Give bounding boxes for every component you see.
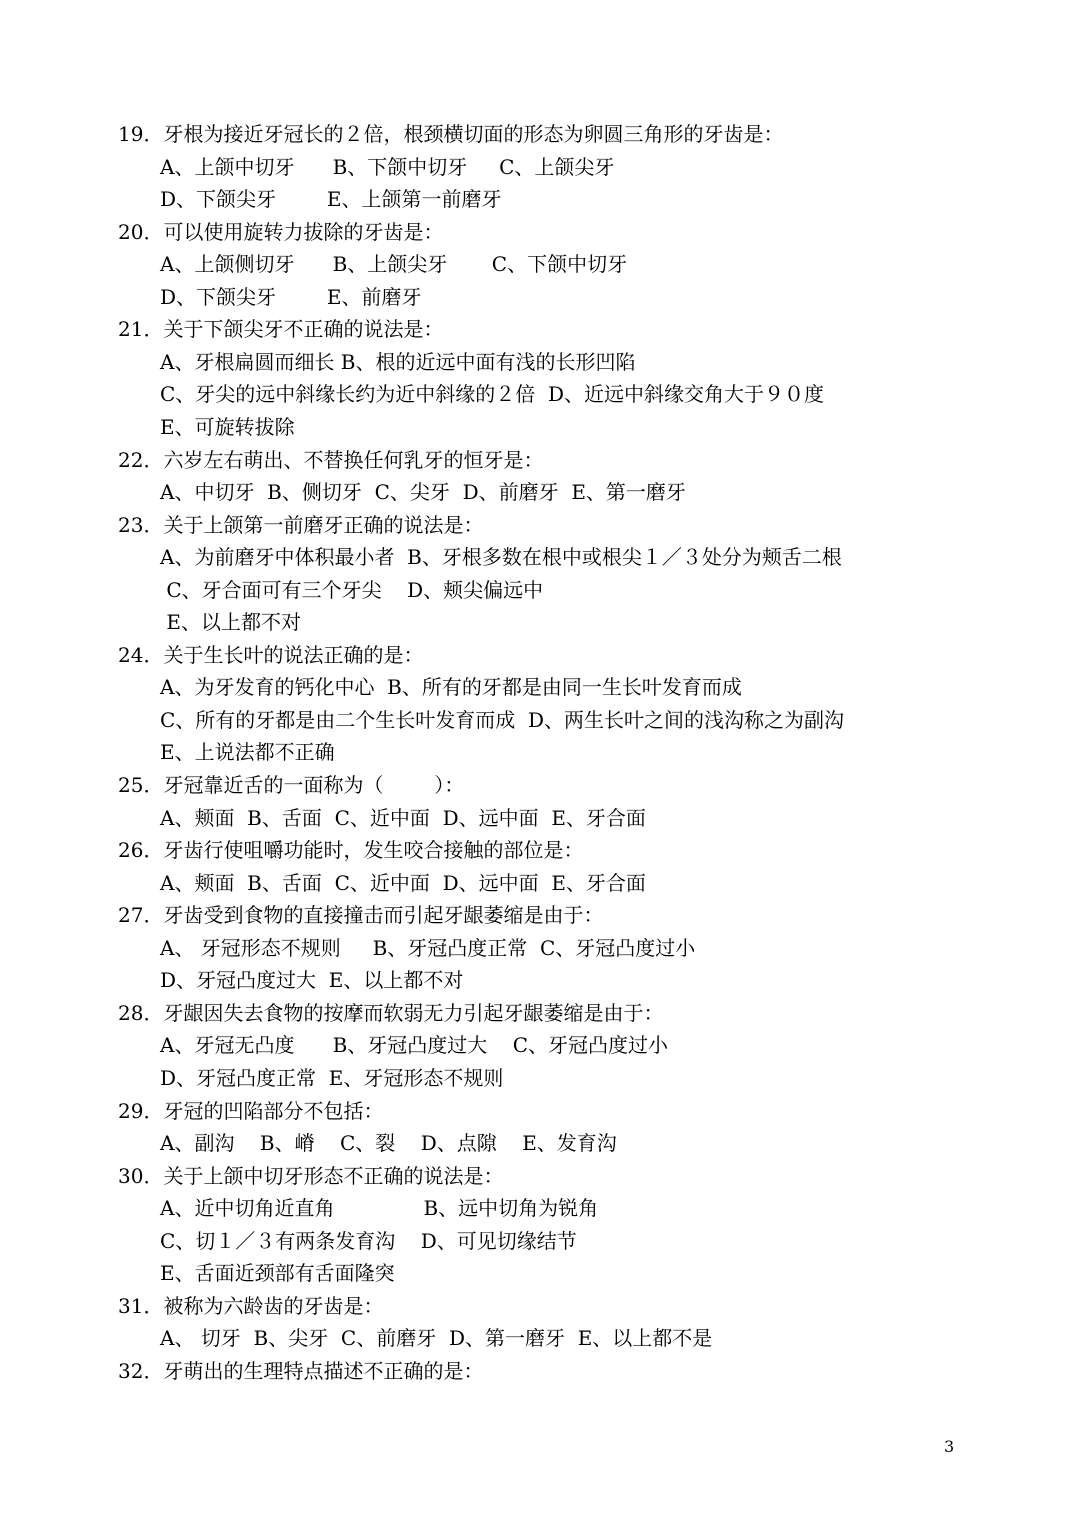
answer-options: C、牙尖的远中斜缘长约为近中斜缘的２倍 D、近远中斜缘交角大于９０度 bbox=[160, 382, 825, 407]
question-stem: 24．关于生长叶的说法正确的是： bbox=[118, 642, 424, 667]
question-stem: 26．牙齿行使咀嚼功能时，发生咬合接触的部位是： bbox=[118, 838, 584, 863]
answer-options: A、上颌中切牙 B、下颌中切牙 C、上颌尖牙 bbox=[160, 154, 615, 179]
answer-options: D、下颌尖牙 E、上颌第一前磨牙 bbox=[160, 187, 502, 212]
answer-options: C、所有的牙都是由二个生长叶发育而成 D、两生长叶之间的浅沟称之为副沟 bbox=[160, 707, 845, 732]
answer-options: A、 切牙 B、尖牙 C、前磨牙 D、第一磨牙 E、以上都不是 bbox=[160, 1326, 713, 1351]
answer-options: A、副沟 B、嵴 C、裂 D、点隙 E、发育沟 bbox=[160, 1131, 617, 1155]
question-stem: 29．牙冠的凹陷部分不包括： bbox=[118, 1098, 384, 1123]
question-stem: 32．牙萌出的生理特点描述不正确的是： bbox=[118, 1358, 484, 1383]
answer-options: A、颊面 B、舌面 C、近中面 D、远中面 E、牙合面 bbox=[160, 870, 646, 895]
answer-options: E、舌面近颈部有舌面隆突 bbox=[160, 1261, 395, 1286]
answer-options: D、牙冠凸度正常 E、牙冠形态不规则 bbox=[160, 1065, 504, 1090]
answer-options: A、近中切角近直角 B、远中切角为锐角 bbox=[160, 1196, 599, 1221]
question-stem: 19．牙根为接近牙冠长的２倍，根颈横切面的形态为卵圆三角形的牙齿是： bbox=[118, 122, 784, 146]
answer-options: A、牙冠无凸度 B、牙冠凸度过大 C、牙冠凸度过小 bbox=[160, 1033, 669, 1058]
answer-options: A、上颌侧切牙 B、上颌尖牙 C、下颌中切牙 bbox=[160, 252, 628, 277]
answer-options: A、颊面 B、舌面 C、近中面 D、远中面 E、牙合面 bbox=[160, 805, 646, 830]
page-number: 3 bbox=[944, 1437, 955, 1456]
answer-options: C、牙合面可有三个牙尖 D、颊尖偏远中 bbox=[160, 577, 544, 602]
answer-options: D、下颌尖牙 E、前磨牙 bbox=[160, 284, 422, 309]
answer-options: A、为前磨牙中体积最小者 B、牙根多数在根中或根尖１／３处分为颊舌二根 bbox=[160, 545, 842, 570]
answer-options: E、可旋转拔除 bbox=[160, 414, 295, 439]
question-stem: 30．关于上颌中切牙形态不正确的说法是： bbox=[118, 1163, 504, 1188]
question-stem: 20．可以使用旋转力拔除的牙齿是： bbox=[118, 219, 444, 244]
answer-options: E、以上都不对 bbox=[160, 610, 301, 635]
question-stem: 22．六岁左右萌出、不替换任何乳牙的恒牙是： bbox=[118, 447, 544, 472]
answer-options: A、 牙冠形态不规则 B、牙冠凸度正常 C、牙冠凸度过小 bbox=[160, 935, 696, 960]
question-stem: 31．被称为六龄齿的牙齿是： bbox=[118, 1293, 384, 1318]
answer-options: D、牙冠凸度过大 E、以上都不对 bbox=[160, 968, 464, 993]
question-stem: 21．关于下颌尖牙不正确的说法是： bbox=[118, 317, 444, 342]
answer-options: A、牙根扁圆而细长 B、根的近远中面有浅的长形凹陷 bbox=[160, 349, 636, 374]
answer-options: C、切１／３有两条发育沟 D、可见切缘结节 bbox=[160, 1228, 577, 1253]
answer-options: A、为牙发育的钙化中心 B、所有的牙都是由同一生长叶发育而成 bbox=[160, 675, 742, 700]
answer-options: E、上说法都不正确 bbox=[160, 740, 335, 765]
question-stem: 25．牙冠靠近舌的一面称为（ ）： bbox=[118, 773, 465, 797]
question-stem: 23．关于上颌第一前磨牙正确的说法是： bbox=[118, 512, 484, 537]
question-stem: 28．牙龈因失去食物的按摩而软弱无力引起牙龈萎缩是由于： bbox=[118, 1000, 664, 1025]
answer-options: A、中切牙 B、侧切牙 C、尖牙 D、前磨牙 E、第一磨牙 bbox=[160, 480, 686, 504]
question-stem: 27．牙齿受到食物的直接撞击而引起牙龈萎缩是由于： bbox=[118, 903, 604, 928]
